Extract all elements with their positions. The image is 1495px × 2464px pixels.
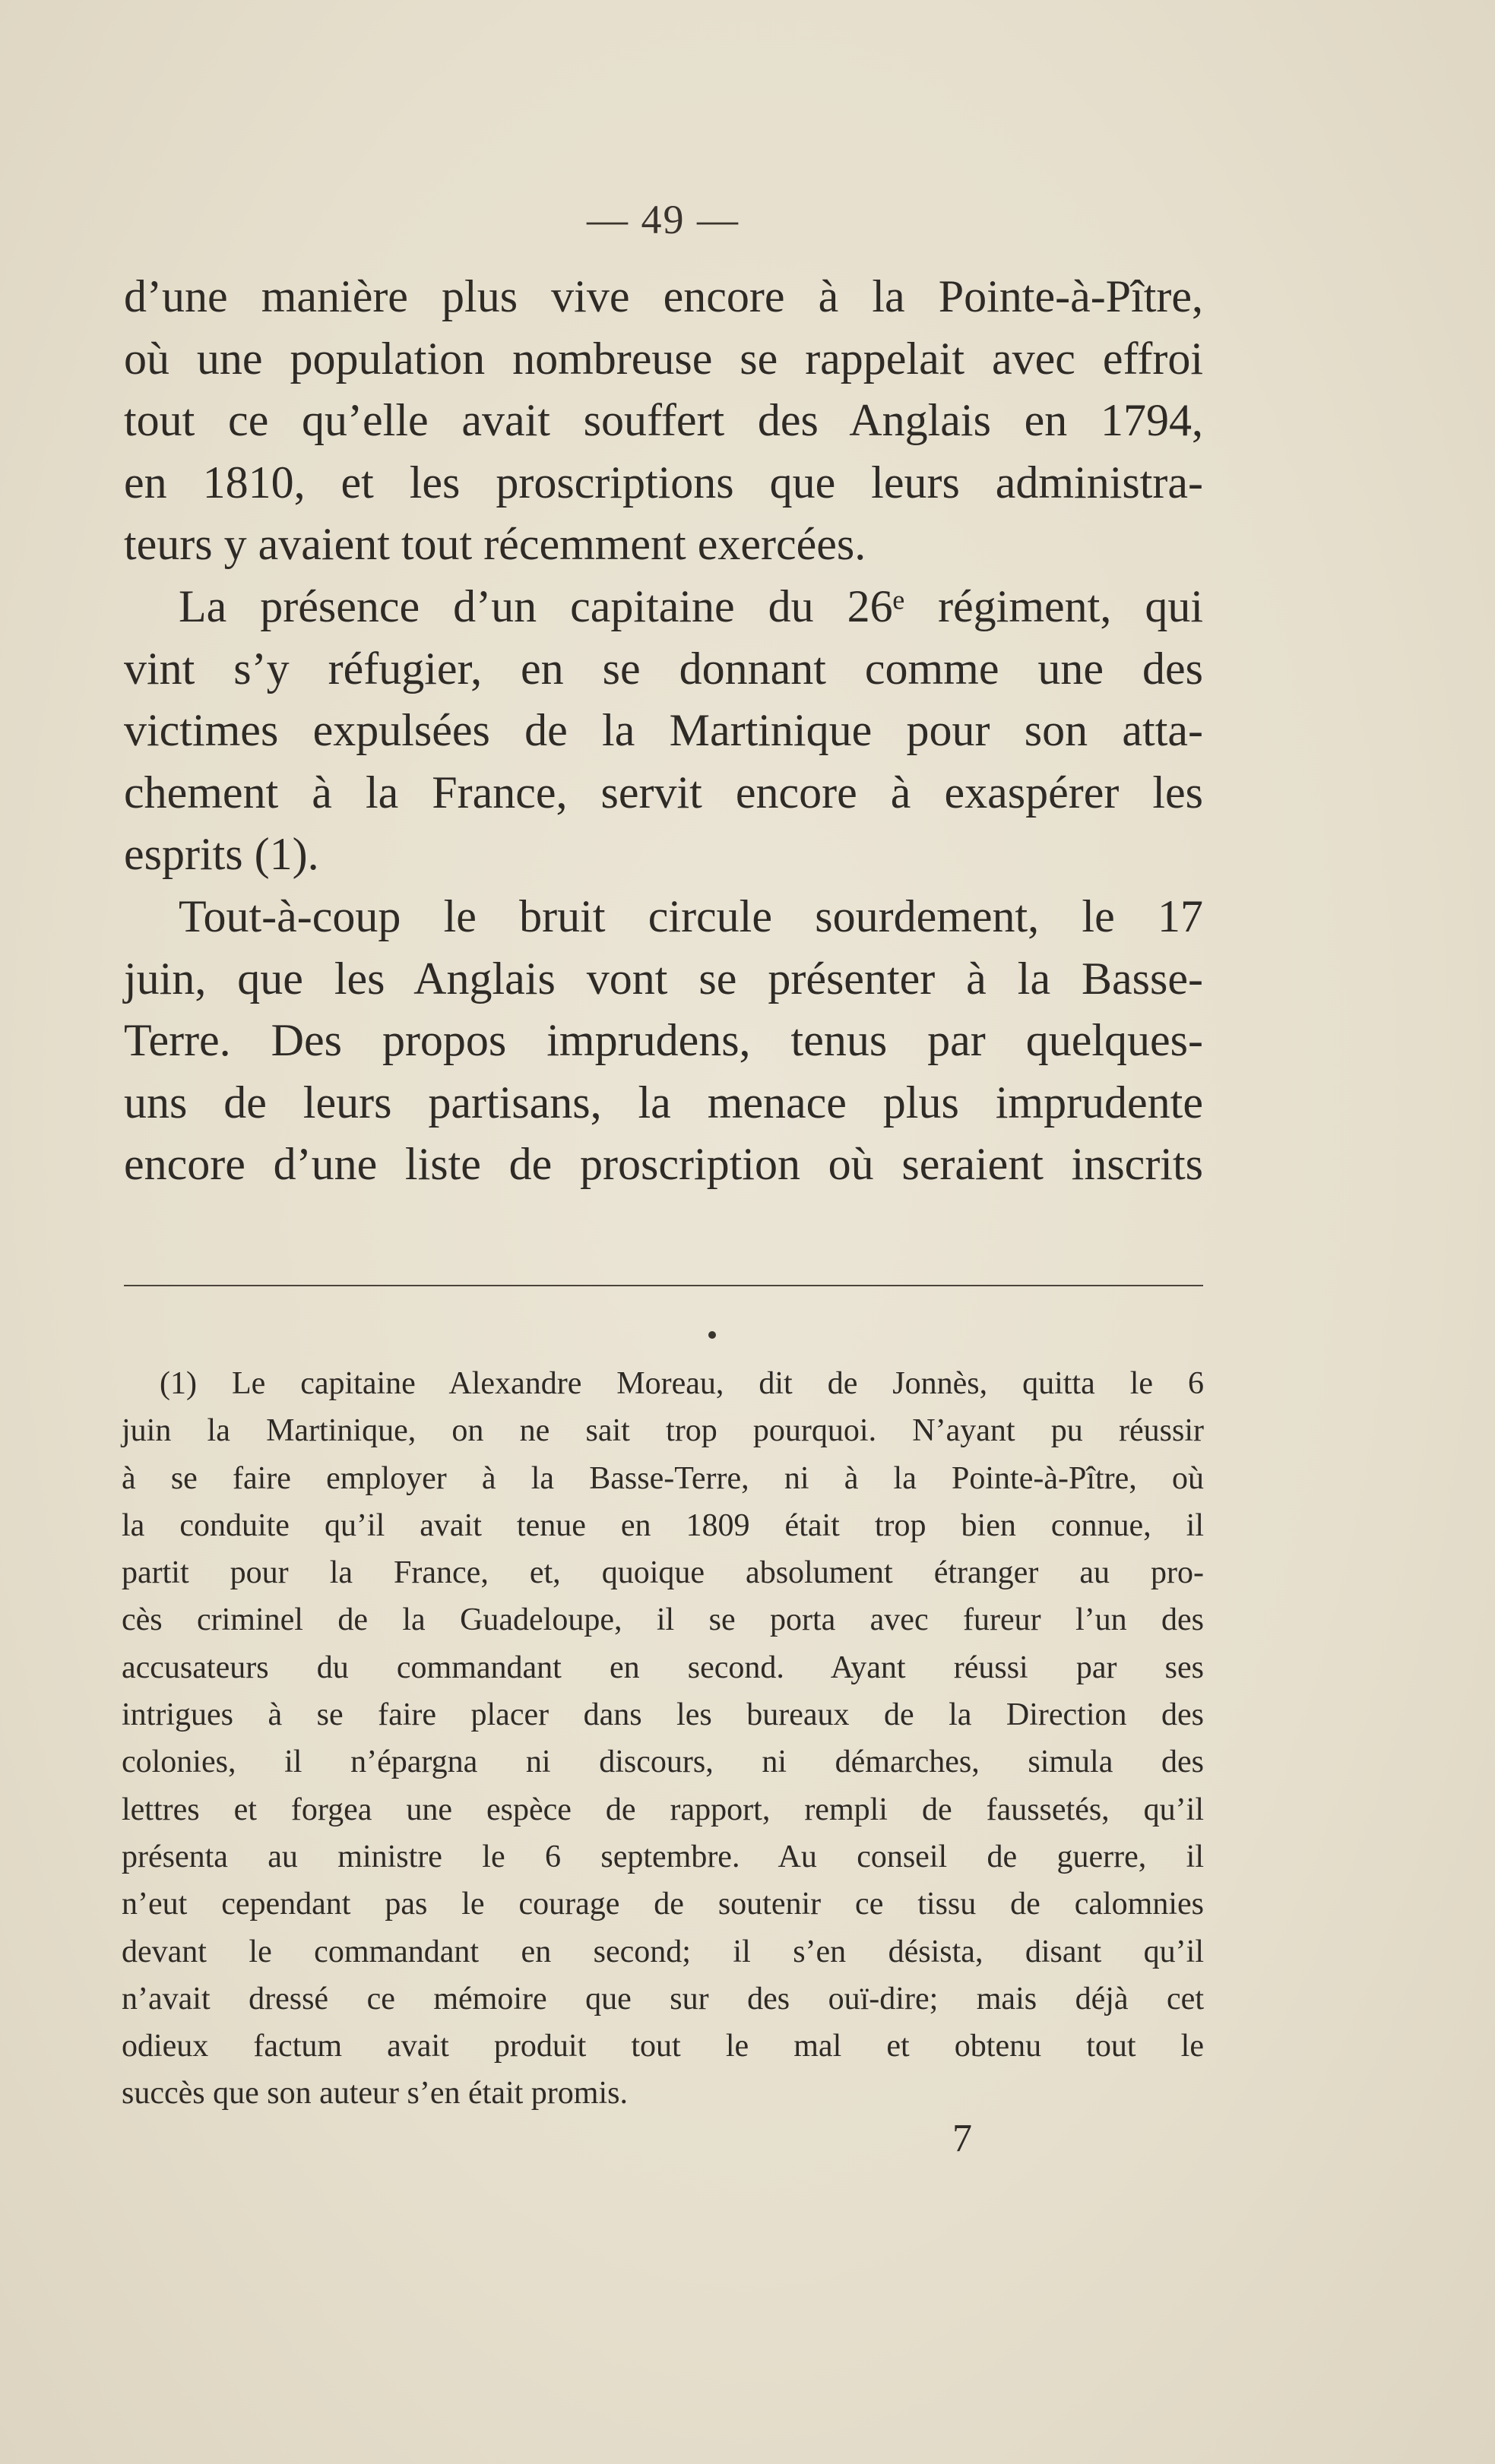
footnote-line: colonies, il n’épargna ni discours, ni démarches, simula des — [122, 1744, 1204, 1780]
footnote-line: cès criminel de la Guadeloupe, il se porta avec fureur l’un des — [122, 1602, 1204, 1638]
body-line: uns de leurs partisans, la menace plus imprudente — [124, 1077, 1203, 1128]
ink-speck — [708, 1331, 716, 1339]
page-number-header: — 49 — — [587, 197, 740, 242]
body-line: esprits (1). — [124, 829, 319, 880]
body-line: vint s’y réfugier, en se donnant comme une des — [124, 643, 1203, 694]
body-line: tout ce qu’elle avait souffert des Anglais en 1794, — [124, 395, 1203, 446]
footnote-divider — [124, 1285, 1203, 1286]
body-line: Terre. Des propos imprudens, tenus par quelques- — [124, 1015, 1203, 1066]
body-line: en 1810, et les proscriptions que leurs administra- — [124, 457, 1203, 508]
footnote-line: devant le commandant en second; il s’en désista, disant qu’il — [122, 1934, 1204, 1969]
footnote-line: n’eut cependant pas le courage de soutenir ce tissu de calomnies — [122, 1887, 1204, 1922]
footnote-line: à se faire employer à la Basse-Terre, ni à la Pointe-à-Pître, où — [122, 1460, 1204, 1496]
footnote-line: succès que son auteur s’en était promis. — [122, 2076, 628, 2111]
footnote-line: partit pour la France, et, quoique absolument étranger au pro- — [122, 1555, 1204, 1591]
footnote-line: lettres et forgea une espèce de rapport, rempli de faussetés, qu’il — [122, 1792, 1204, 1827]
footnote-line: odieux factum avait produit tout le mal et obtenu tout le — [122, 2029, 1204, 2064]
footnote-line: présenta au ministre le 6 septembre. Au conseil de guerre, il — [122, 1839, 1204, 1874]
footnote-line: la conduite qu’il avait tenue en 1809 était trop bien connue, il — [122, 1507, 1204, 1543]
main-text-block — [124, 266, 1203, 1196]
body-line: juin, que les Anglais vont se présenter à la Basse- — [124, 953, 1203, 1004]
body-line: victimes expulsées de la Martinique pour son atta- — [124, 705, 1203, 756]
footnote-line: n’avait dressé ce mémoire que sur des ouï-dire; mais déjà cet — [122, 1981, 1204, 2016]
footnote-line: (1) Le capitaine Alexandre Moreau, dit de Jonnès, quitta le 6 — [160, 1366, 1204, 1401]
footnote-line: accusateurs du commandant en second. Ayant réussi par ses — [122, 1650, 1204, 1685]
body-line: d’une manière plus vive encore à la Pointe-à-Pître, — [124, 271, 1203, 321]
body-line: où une population nombreuse se rappelait avec effroi — [124, 333, 1203, 384]
footnote-block — [122, 1360, 1204, 2118]
footnote-line: intrigues à se faire placer dans les bureaux de la Direction des — [122, 1697, 1204, 1733]
body-line: chement à la France, servit encore à exaspérer les — [124, 767, 1203, 818]
body-line: encore d’une liste de proscription où seraient inscrits — [124, 1139, 1203, 1190]
signature-mark: 7 — [952, 2117, 972, 2160]
footnote-line: juin la Martinique, on ne sait trop pourquoi. N’ayant pu réussir — [122, 1413, 1204, 1449]
body-line: La présence d’un capitaine du 26ᵉ régiment, qui — [179, 580, 1203, 631]
body-line: teurs y avaient tout récemment exercées. — [124, 519, 866, 570]
body-line: Tout-à-coup le bruit circule sourdement, le 17 — [179, 890, 1203, 941]
